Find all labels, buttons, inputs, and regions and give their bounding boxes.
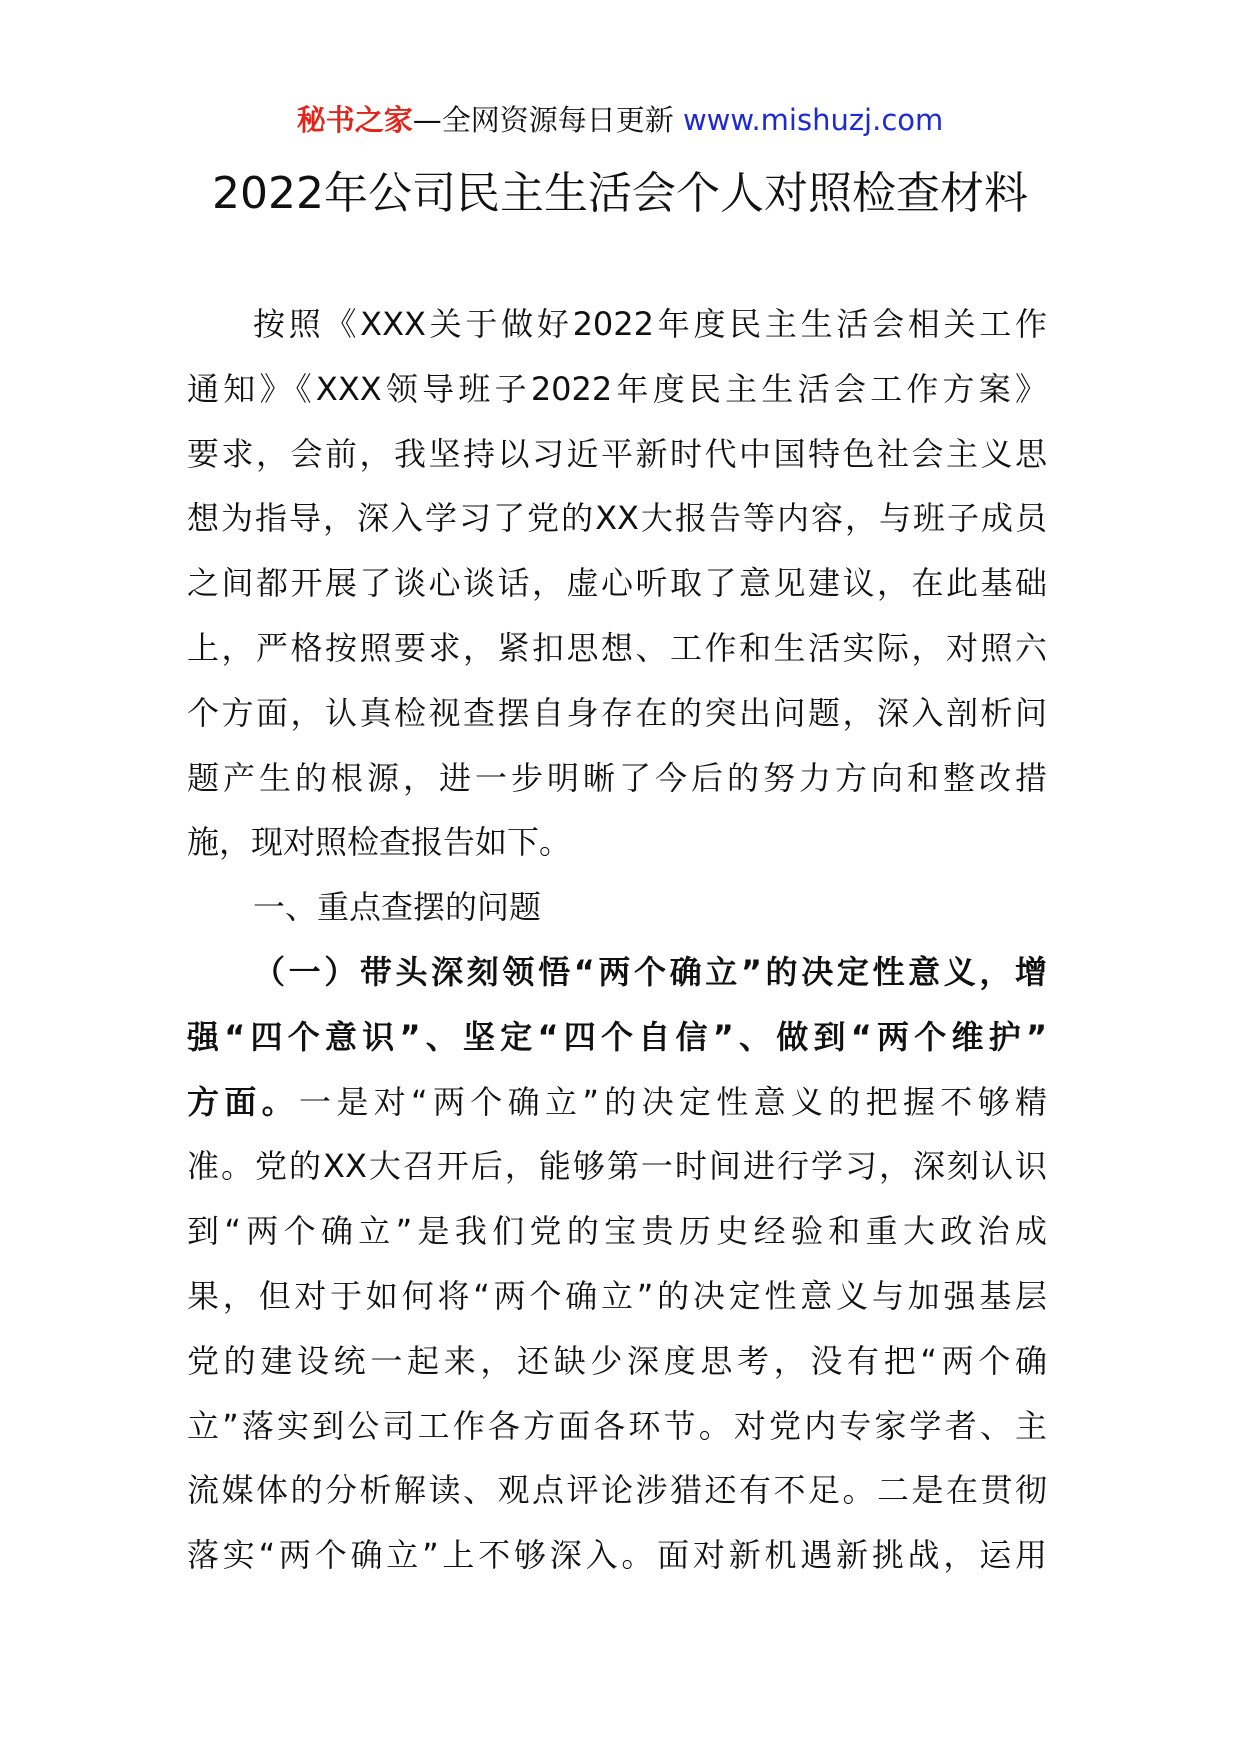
paragraph-line-mixed: [187, 1070, 1047, 1135]
paragraph-line: 立”落实到公司工作各方面各环节。对党内专家学者、主: [187, 1406, 1047, 1445]
document-title: 2022年公司民主生活会个人对照检查材料: [212, 168, 1028, 219]
brand-name: 秘书之家: [296, 103, 413, 137]
site-url: www.mishuzj.com: [682, 103, 944, 137]
subsection-heading-line: 强“四个意识”、坚定“四个自信”、做到“两个维护”: [187, 1017, 1047, 1056]
banner-tagline: —全网资源每日更新: [412, 103, 683, 137]
paragraph-line: 之间都开展了谈心谈话，虚心听取了意见建议，在此基础: [187, 564, 1047, 603]
paragraph-line: 到“两个确立”是我们党的宝贵历史经验和重大政治成: [187, 1212, 1047, 1251]
paragraph-line: 流媒体的分析解读、观点评论涉猎还有不足。二是在贯彻: [187, 1471, 1047, 1510]
subsection-heading-end: 方面。: [187, 1082, 300, 1121]
paragraph-text: 一是对“两个确立”的决定性意义的把握不够精: [299, 1082, 1047, 1121]
paragraph-line: 落实“两个确立”上不够深入。面对新机遇新挑战，运用: [187, 1536, 1047, 1575]
paragraph-line: 通知》《XXX领导班子2022年度民主生活会工作方案》: [187, 369, 1047, 408]
paragraph-line: 党的建设统一起来，还缺少深度思考，没有把“两个确: [187, 1341, 1047, 1380]
paragraph-line: 要求，会前，我坚持以习近平新时代中国特色社会主义思: [187, 434, 1047, 473]
paragraph-line: 想为指导，深入学习了党的XX大报告等内容，与班子成员: [187, 499, 1047, 538]
site-banner: [0, 100, 1240, 140]
section-heading: 一、重点查摆的问题: [253, 888, 542, 927]
paragraph-line: 上，严格按照要求，紧扣思想、工作和生活实际，对照六: [187, 628, 1047, 667]
paragraph-line: 个方面，认真检视查摆自身存在的突出问题，深入剖析问: [187, 693, 1047, 732]
paragraph-line: 果，但对于如何将“两个确立”的决定性意义与加强基层: [187, 1276, 1047, 1315]
document-body: [187, 292, 1047, 1588]
paragraph-line: 按照《XXX关于做好2022年度民主生活会相关工作: [253, 305, 1047, 343]
paragraph-line: 题产生的根源，进一步明晰了今后的努力方向和整改措: [187, 758, 1047, 797]
paragraph-line: 准。党的XX大召开后，能够第一时间进行学习，深刻认识: [187, 1147, 1047, 1186]
paragraph-line: 施，现对照检查报告如下。: [187, 823, 572, 862]
subsection-heading-line: （一）带头深刻领悟“两个确立”的决定性意义，增: [253, 952, 1047, 991]
